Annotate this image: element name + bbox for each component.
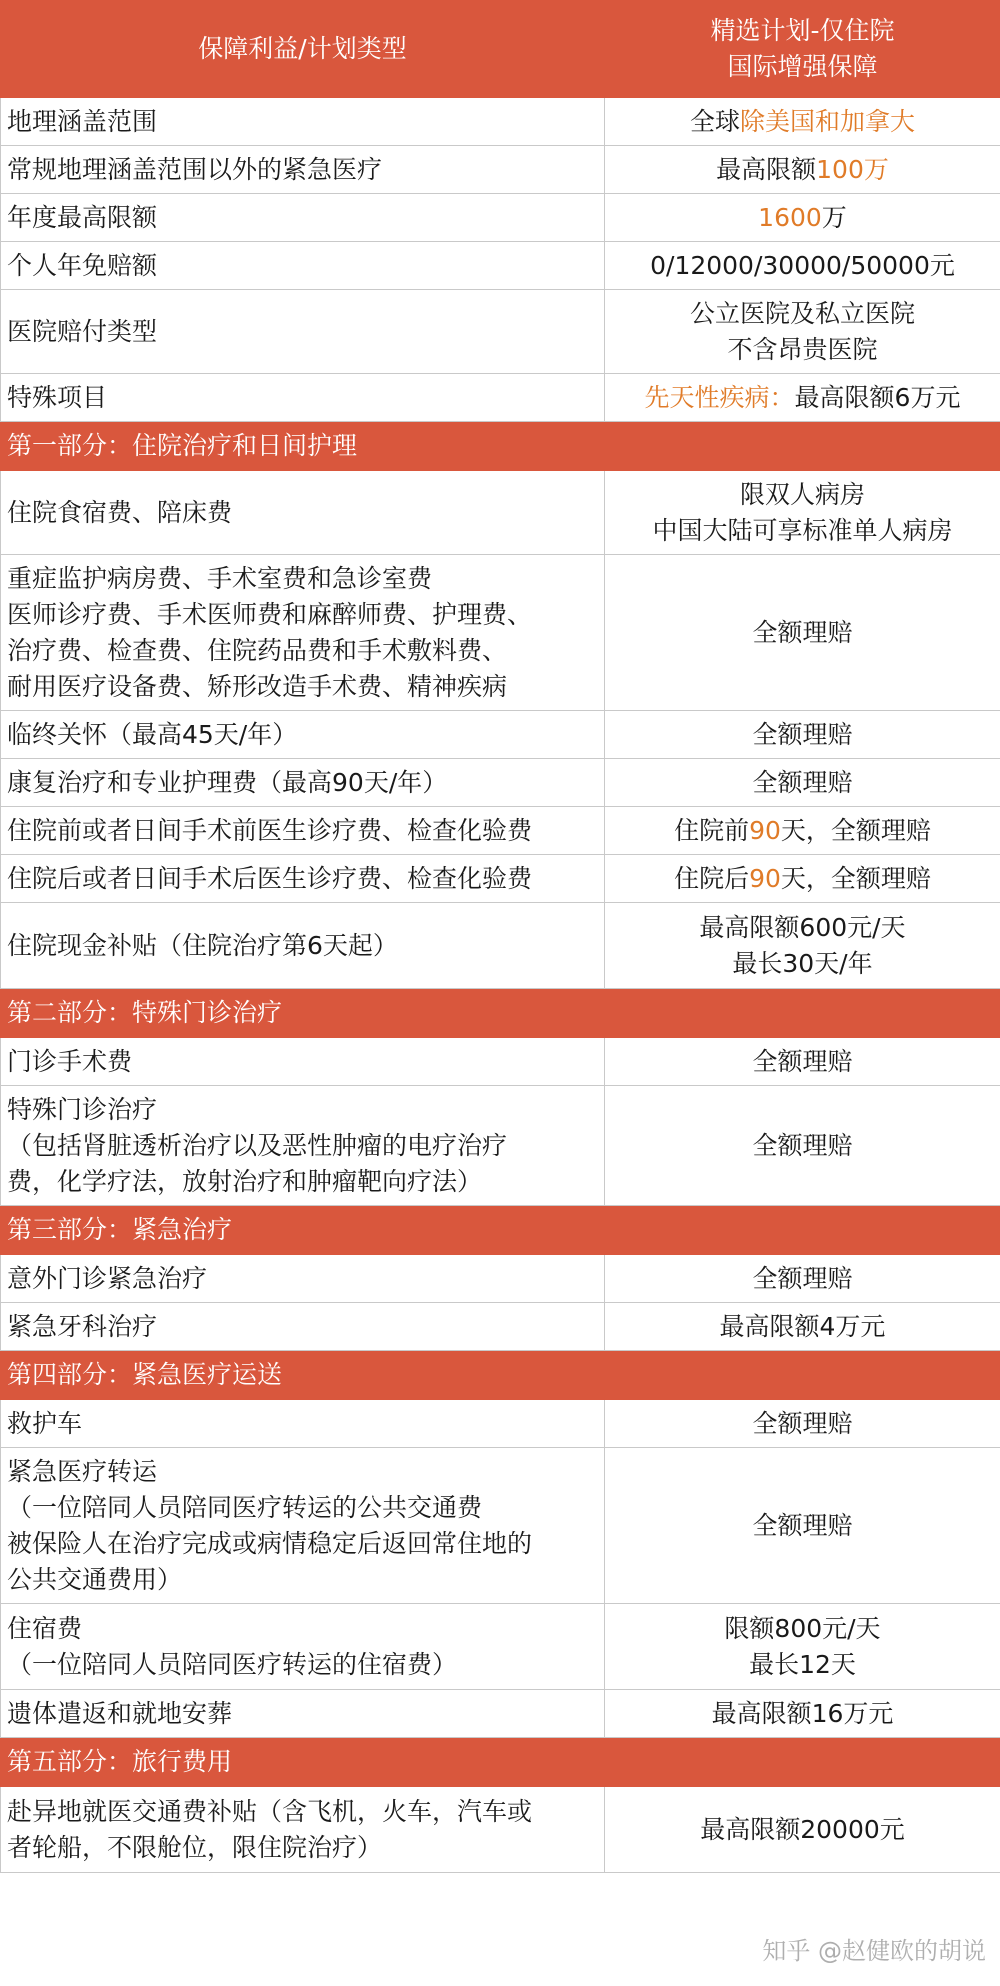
table-row xyxy=(1,98,1000,146)
value-cell: 全额理赔 xyxy=(605,759,1000,807)
highlight-text: 90 xyxy=(749,815,781,845)
section-header-row xyxy=(1,989,1000,1038)
benefit-cell: 个人年免赔额 xyxy=(1,242,605,290)
benefit-line: 者轮船，不限舱位，限住院治疗） xyxy=(7,1832,383,1862)
benefit-cell xyxy=(1,1787,605,1873)
value-cell: 全额理赔 xyxy=(605,1038,1000,1086)
value-cell xyxy=(605,146,1000,194)
benefit-cell: 住院现金补贴（住院治疗第6天起） xyxy=(1,903,605,989)
benefit-line: 被保险人在治疗完成或病情稳定后返回常住地的 xyxy=(7,1528,533,1558)
benefit-line: 耐用医疗设备费、矫形改造手术费、精神疾病 xyxy=(7,671,508,701)
value-cell xyxy=(605,374,1000,422)
benefit-cell: 常规地理涵盖范围以外的紧急医疗 xyxy=(1,146,605,194)
benefit-cell: 医院赔付类型 xyxy=(1,290,605,374)
benefit-cell: 住院食宿费、陪床费 xyxy=(1,471,605,555)
value-cell: 最高限额4万元 xyxy=(605,1303,1000,1351)
benefit-line: 公共交通费用） xyxy=(7,1564,183,1594)
value-line: 最高限额600元/天 xyxy=(699,912,906,942)
value-cell xyxy=(605,471,1000,555)
value-cell xyxy=(605,98,1000,146)
benefit-line: （一位陪同人员陪同医疗转运的公共交通费 xyxy=(7,1492,483,1522)
value-cell: 0/12000/30000/50000元 xyxy=(605,242,1000,290)
benefit-cell xyxy=(1,1086,605,1206)
benefit-cell: 年度最高限额 xyxy=(1,194,605,242)
benefit-cell xyxy=(1,1448,605,1604)
value-cell xyxy=(605,1604,1000,1690)
table-row xyxy=(1,1038,1000,1086)
value-line: 限额800元/天 xyxy=(724,1613,881,1643)
table-row xyxy=(1,1303,1000,1351)
benefit-line: 重症监护病房费、手术室费和急诊室费 xyxy=(7,563,433,593)
benefit-cell: 救护车 xyxy=(1,1400,605,1448)
highlight-text: 除美国和加拿大 xyxy=(740,106,916,136)
header-plan-line2: 国际增强保障 xyxy=(727,52,878,81)
value-cell xyxy=(605,290,1000,374)
highlight-text: 90 xyxy=(749,863,781,893)
benefit-cell: 意外门诊紧急治疗 xyxy=(1,1255,605,1303)
table-row xyxy=(1,1604,1000,1690)
value-text: 最高限额6万元 xyxy=(794,382,961,412)
section-title: 第二部分：特殊门诊治疗 xyxy=(1,989,1000,1038)
benefit-cell: 住院后或者日间手术后医生诊疗费、检查化验费 xyxy=(1,855,605,903)
section-title: 第五部分：旅行费用 xyxy=(1,1738,1000,1787)
table-row xyxy=(1,555,1000,711)
value-line: 公立医院及私立医院 xyxy=(689,298,915,328)
value-cell: 全额理赔 xyxy=(605,1086,1000,1206)
header-benefit-type: 保障利益/计划类型 xyxy=(1,1,605,98)
benefit-cell: 临终关怀（最高45天/年） xyxy=(1,711,605,759)
table-row xyxy=(1,855,1000,903)
table-row xyxy=(1,759,1000,807)
value-cell: 全额理赔 xyxy=(605,555,1000,711)
value-line: 最长30天/年 xyxy=(732,948,873,978)
highlight-text: 1600 xyxy=(758,202,822,232)
value-cell: 全额理赔 xyxy=(605,1400,1000,1448)
section-header-row xyxy=(1,422,1000,471)
table-row xyxy=(1,1400,1000,1448)
benefit-line: 紧急医疗转运 xyxy=(7,1456,158,1486)
table-row xyxy=(1,471,1000,555)
value-text: 天，全额理赔 xyxy=(780,863,931,893)
value-line: 最长12天 xyxy=(749,1649,856,1679)
table-header-row xyxy=(1,1,1000,98)
value-text: 全球 xyxy=(689,106,740,136)
header-plan xyxy=(605,1,1000,98)
table-row xyxy=(1,146,1000,194)
table-row xyxy=(1,242,1000,290)
highlight-text: 先天性疾病： xyxy=(644,382,795,412)
table-row xyxy=(1,807,1000,855)
section-title: 第四部分：紧急医疗运送 xyxy=(1,1351,1000,1400)
value-text: 最高限额 xyxy=(716,154,817,184)
highlight-text: 100万 xyxy=(816,154,889,184)
table-row xyxy=(1,374,1000,422)
benefit-cell: 门诊手术费 xyxy=(1,1038,605,1086)
watermark: 知乎 @赵健欧的胡说 xyxy=(762,1937,986,1965)
benefit-line: 医师诊疗费、手术医师费和麻醉师费、护理费、 xyxy=(7,599,533,629)
benefit-line: 治疗费、检查费、住院药品费和手术敷料费、 xyxy=(7,635,508,665)
value-line: 不含昂贵医院 xyxy=(727,334,878,364)
benefit-cell: 住院前或者日间手术前医生诊疗费、检查化验费 xyxy=(1,807,605,855)
value-cell: 全额理赔 xyxy=(605,711,1000,759)
section-header-row xyxy=(1,1351,1000,1400)
benefit-cell xyxy=(1,1604,605,1690)
benefit-line: 费，化学疗法，放射治疗和肿瘤靶向疗法） xyxy=(7,1166,483,1196)
value-text: 天，全额理赔 xyxy=(780,815,931,845)
value-cell: 全额理赔 xyxy=(605,1448,1000,1604)
benefit-cell: 遗体遣返和就地安葬 xyxy=(1,1690,605,1738)
table-row xyxy=(1,903,1000,989)
value-cell: 最高限额16万元 xyxy=(605,1690,1000,1738)
value-text: 住院后 xyxy=(674,863,750,893)
benefit-cell: 康复治疗和专业护理费（最高90天/年） xyxy=(1,759,605,807)
benefit-cell: 紧急牙科治疗 xyxy=(1,1303,605,1351)
value-text: 万 xyxy=(821,202,847,232)
benefit-line: （包括肾脏透析治疗以及恶性肿瘤的电疗治疗 xyxy=(7,1130,508,1160)
benefit-cell xyxy=(1,555,605,711)
value-cell xyxy=(605,855,1000,903)
value-line: 中国大陆可享标准单人病房 xyxy=(652,515,953,545)
table-row xyxy=(1,194,1000,242)
value-cell: 最高限额20000元 xyxy=(605,1787,1000,1873)
header-plan-line1: 精选计划-仅住院 xyxy=(710,16,895,45)
section-header-row xyxy=(1,1206,1000,1255)
table-row xyxy=(1,1448,1000,1604)
section-title: 第三部分：紧急治疗 xyxy=(1,1206,1000,1255)
table-row xyxy=(1,711,1000,759)
value-text: 住院前 xyxy=(674,815,750,845)
section-title: 第一部分：住院治疗和日间护理 xyxy=(1,422,1000,471)
benefit-cell: 特殊项目 xyxy=(1,374,605,422)
benefit-line: 赴异地就医交通费补贴（含飞机，火车，汽车或 xyxy=(7,1796,533,1826)
value-cell: 全额理赔 xyxy=(605,1255,1000,1303)
table-row xyxy=(1,290,1000,374)
table-row xyxy=(1,1787,1000,1873)
value-cell xyxy=(605,194,1000,242)
value-cell xyxy=(605,807,1000,855)
benefit-line: （一位陪同人员陪同医疗转运的住宿费） xyxy=(7,1649,458,1679)
benefit-line: 特殊门诊治疗 xyxy=(7,1094,158,1124)
table-row xyxy=(1,1086,1000,1206)
table-row xyxy=(1,1690,1000,1738)
benefit-cell: 地理涵盖范围 xyxy=(1,98,605,146)
benefit-line: 住宿费 xyxy=(7,1613,83,1643)
table-row xyxy=(1,1255,1000,1303)
value-cell xyxy=(605,903,1000,989)
value-line: 限双人病房 xyxy=(739,479,865,509)
section-header-row xyxy=(1,1738,1000,1787)
